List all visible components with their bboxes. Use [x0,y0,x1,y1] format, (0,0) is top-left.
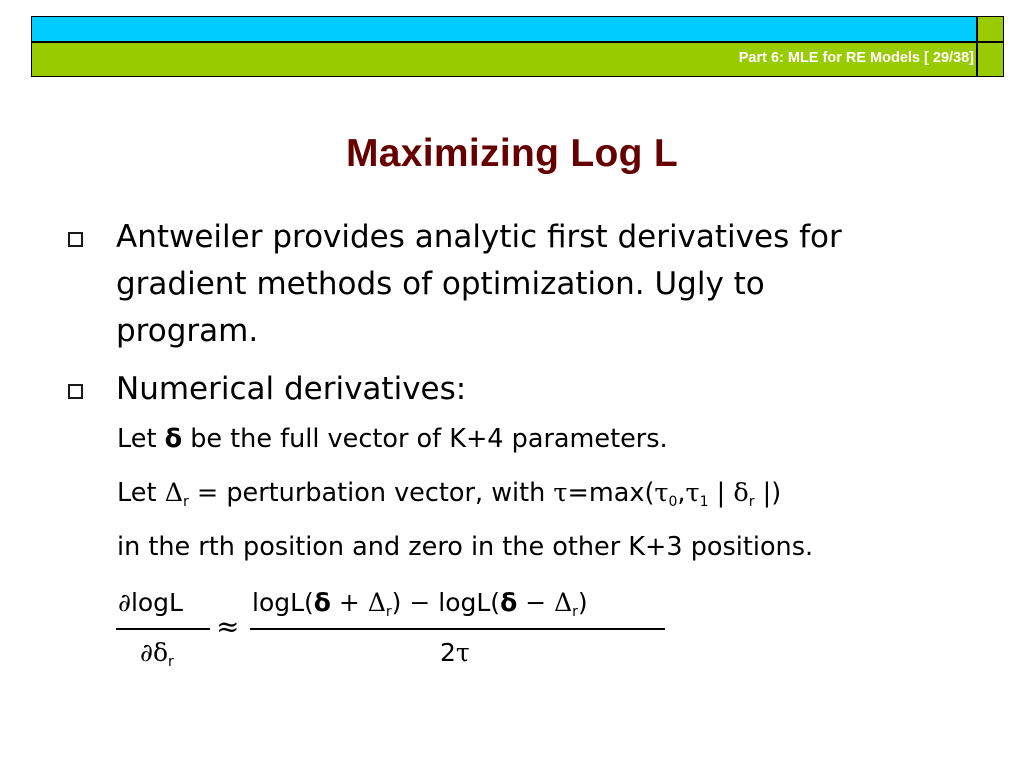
perturbation-text: perturbation vector, with [226,478,554,508]
bullet-1-line-2: gradient methods of optimization. Ugly to [116,266,765,302]
minus-sign: − [517,588,555,617]
rhs-fraction-bar [250,628,665,630]
tau1-subscript: 1 [699,494,709,510]
minus-sign: − [409,588,439,617]
lhs-den-subscript: r [168,654,174,670]
lhs-numerator [118,588,183,617]
tau-symbol: τ [455,638,470,667]
sub-line-3: in the rth position and zero in the other K+3 positions. [117,532,814,562]
rhs-den-two: 2 [440,638,456,667]
small-delta-symbol: δ [733,478,749,508]
rhs-num-loglik-2: logL( [438,588,501,617]
tau1-symbol: τ [685,478,700,508]
Delta-symbol: Δ [554,588,573,617]
rhs-denominator [440,638,470,667]
rhs-sub-2: r [572,604,578,620]
bullet-1-line-3: program. [116,313,259,349]
comma: , [677,478,686,508]
sub-line-2-prefix: Let [117,478,165,508]
abs-bar: | [708,478,734,508]
bullet-2-line-1: Numerical derivatives: [116,371,467,407]
abs-end: |) [754,478,782,508]
tau0-symbol: τ [654,478,669,508]
max-text: =max( [567,478,655,508]
header-top-bar [31,16,977,42]
plus-sign: + [330,588,368,617]
Delta-symbol: Δ [164,478,183,508]
bullet-1-line-1: Antweiler provides analytic first derivatives for [116,219,842,255]
lhs-denominator [140,638,174,670]
slide-title: Maximizing Log L [346,132,678,175]
tau-symbol: τ [553,478,568,508]
sub-line-1 [117,424,668,454]
delta-symbol: δ [500,588,518,617]
rhs-close-1: ) [391,588,410,617]
small-delta-symbol: δ [152,638,168,667]
sub-line-2 [117,478,781,508]
approx-symbol: ≈ [216,610,240,643]
lhs-numerator-text: logL [130,588,183,617]
tau0-subscript: 0 [668,494,678,510]
Delta-subscript: r [182,494,189,510]
rhs-num-loglik-1: logL( [252,588,314,617]
delta-symbol: δ [313,588,331,617]
bullet-square-icon [68,384,83,399]
slide-caption: Part 6: MLE for RE Models [ 29/38] [738,50,974,66]
lhs-fraction-bar [116,628,210,630]
partial-symbol: ∂ [140,638,153,667]
sub-line-1-rest: be the full vector of K+4 parameters. [182,424,668,454]
equals-sign: = [188,478,227,508]
Delta-symbol: Δ [367,588,386,617]
delta-symbol: δ [164,424,183,454]
rhs-numerator [252,588,588,620]
sub-line-1-prefix: Let [117,424,165,454]
partial-symbol: ∂ [118,588,131,617]
rhs-close-2: ) [577,588,588,617]
rhs-sub-1: r [385,604,392,620]
small-delta-subscript: r [748,494,755,510]
bullet-square-icon [68,232,83,247]
header-side-block-top [977,16,1004,42]
header-side-block-main [977,42,1004,77]
